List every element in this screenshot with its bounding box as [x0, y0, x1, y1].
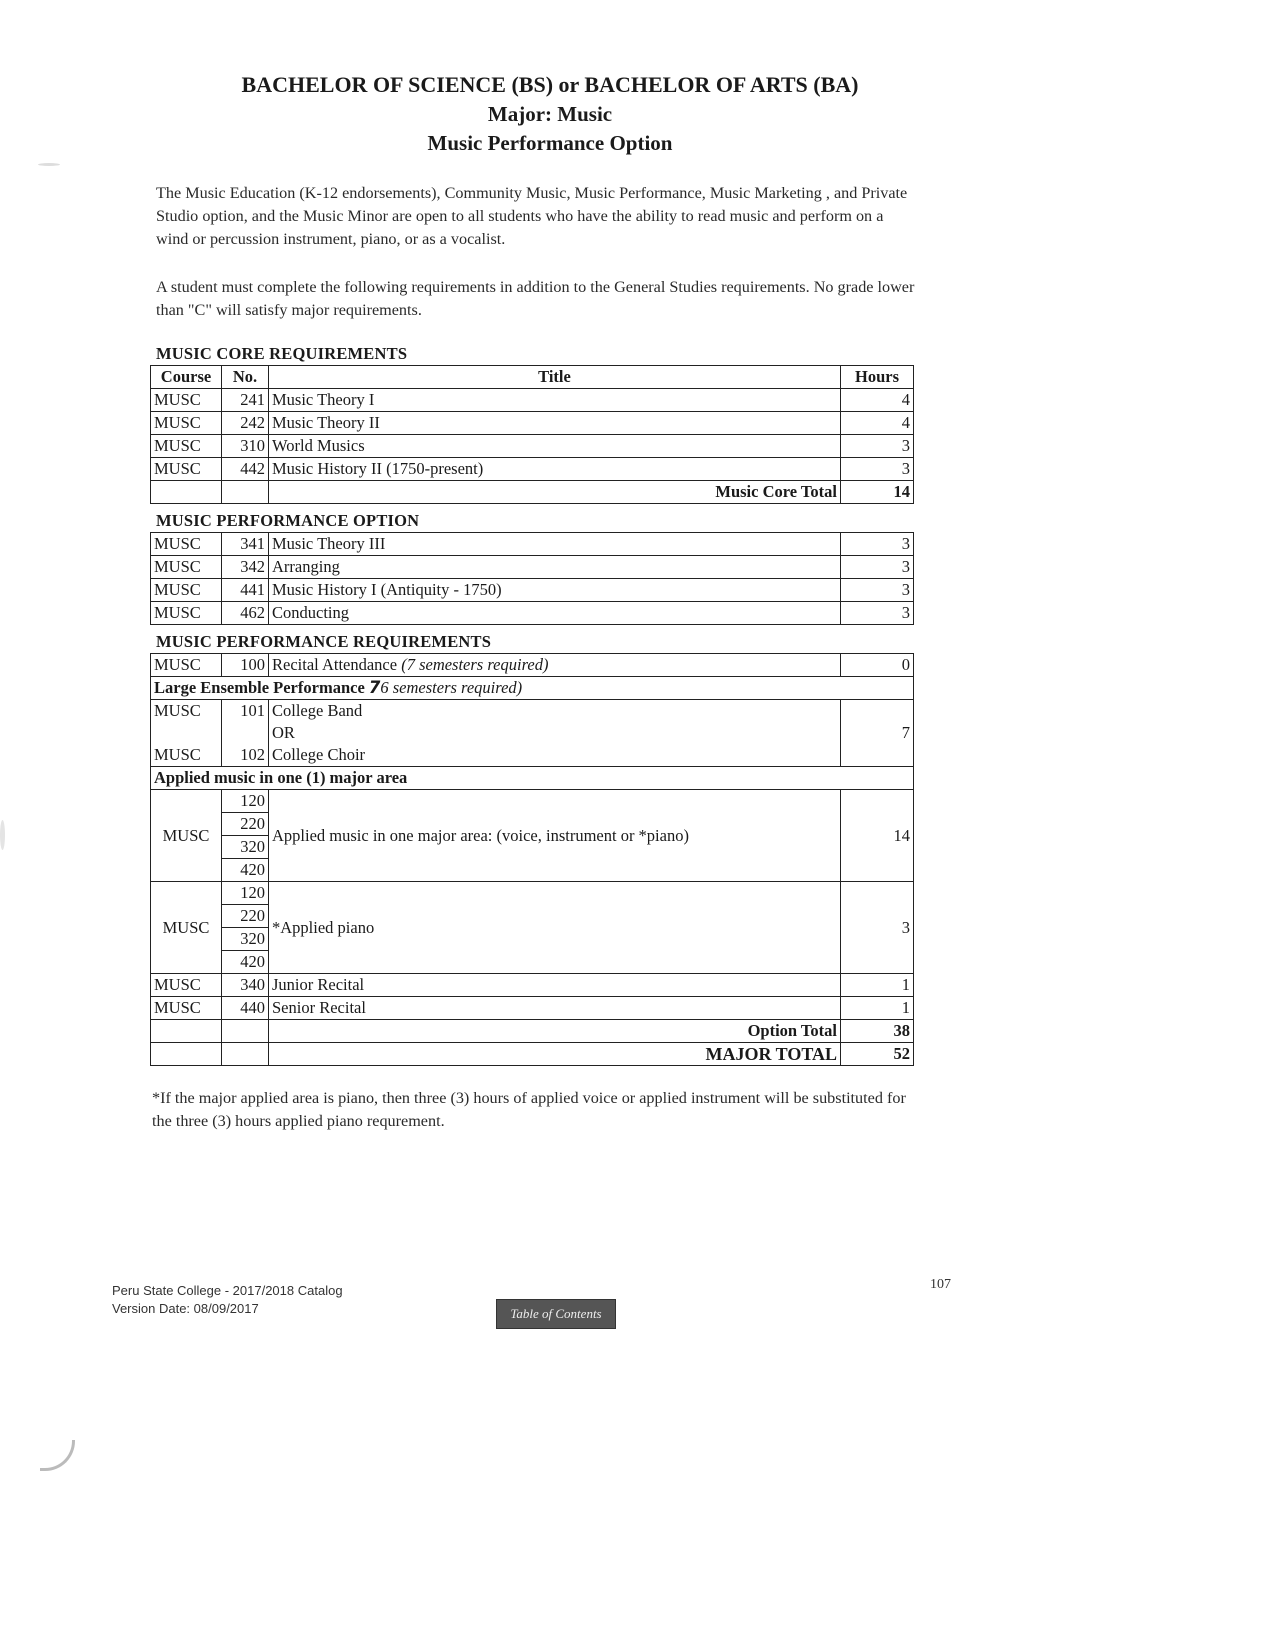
course-cell: MUSC: [151, 997, 222, 1020]
applied-heading: Applied music in one (1) major area: [151, 767, 914, 790]
header-no: No.: [222, 366, 269, 389]
option-section-title: MUSIC PERFORMANCE OPTION: [156, 511, 420, 530]
table-row: [151, 654, 914, 677]
number-cell: 102: [222, 744, 269, 767]
number-cell: 442: [222, 458, 269, 481]
scan-mark: [38, 163, 60, 166]
hours-cell: 14: [841, 790, 914, 882]
title-cell: [269, 654, 841, 677]
title-cell: *Applied piano: [269, 882, 841, 974]
empty-cell: [222, 481, 269, 504]
course-cell: MUSC: [151, 974, 222, 997]
number-cell: 320: [222, 928, 269, 951]
course-cell: MUSC: [151, 579, 222, 602]
table-row: [151, 882, 914, 905]
empty-cell: [222, 722, 269, 744]
course-cell: MUSC: [151, 654, 222, 677]
number-cell: 340: [222, 974, 269, 997]
ensemble-heading-note: 6 semesters required): [380, 678, 523, 697]
title-cell: Music Theory I: [269, 389, 841, 412]
table-row: [151, 435, 914, 458]
empty-cell: [151, 481, 222, 504]
table-row: [151, 556, 914, 579]
title-cell: Arranging: [269, 556, 841, 579]
page-title: BACHELOR OF SCIENCE (BS) or BACHELOR OF ARTS (BA): [241, 72, 859, 97]
table-row: [151, 700, 914, 723]
course-cell: MUSC: [151, 790, 222, 882]
or-text: OR: [269, 722, 841, 744]
table-row: [151, 458, 914, 481]
number-cell: 100: [222, 654, 269, 677]
core-total-value: 14: [841, 481, 914, 504]
hours-cell: 3: [841, 579, 914, 602]
course-cell: MUSC: [151, 412, 222, 435]
course-cell: MUSC: [151, 458, 222, 481]
intro-paragraph: The Music Education (K-12 endorsements), Community Music, Music Performance, Music Marketing , and Private Studio option, and the Music Minor are open to all students who have the ability to read music and perform on a wind or percussion instrument, piano, or as a vocalist.: [156, 184, 908, 248]
hours-cell: 4: [841, 412, 914, 435]
number-cell: 420: [222, 859, 269, 882]
hours-cell: 3: [841, 435, 914, 458]
handwritten-correction: 7: [368, 678, 381, 697]
hours-cell: 3: [841, 602, 914, 625]
number-cell: 462: [222, 602, 269, 625]
page-number: 107: [930, 1277, 951, 1292]
course-cell: MUSC: [151, 602, 222, 625]
major-total-value: 52: [841, 1043, 914, 1066]
table-row: [151, 722, 914, 744]
header-title: Title: [269, 366, 841, 389]
option-title: Music Performance Option: [427, 131, 673, 155]
piano-footnote: *If the major applied area is piano, then three (3) hours of applied voice or applied instrument will be substituted for the three (3) hours applied piano requrement.: [152, 1089, 906, 1130]
hours-cell: 3: [841, 556, 914, 579]
course-cell: MUSC: [151, 556, 222, 579]
core-total-row: [151, 481, 914, 504]
table-of-contents-button[interactable]: Table of Contents: [496, 1299, 616, 1329]
option-table: [150, 532, 914, 625]
table-row: [151, 412, 914, 435]
number-cell: 220: [222, 813, 269, 836]
table-row: [151, 533, 914, 556]
empty-cell: [151, 1043, 222, 1066]
table-row: [151, 790, 914, 813]
course-cell: MUSC: [151, 389, 222, 412]
title-note: (7 semesters required): [401, 655, 549, 674]
core-section-title: MUSIC CORE REQUIREMENTS: [156, 344, 408, 363]
number-cell: 242: [222, 412, 269, 435]
performance-table: [150, 653, 914, 1066]
number-cell: 440: [222, 997, 269, 1020]
number-cell: 120: [222, 882, 269, 905]
number-cell: 120: [222, 790, 269, 813]
empty-cell: [151, 1020, 222, 1043]
course-cell: MUSC: [151, 435, 222, 458]
hours-cell: 3: [841, 882, 914, 974]
empty-cell: [222, 1043, 269, 1066]
header-course: Course: [151, 366, 222, 389]
ensemble-heading: [151, 677, 914, 700]
title-cell: Applied music in one major area: (voice, instrument or *piano): [269, 790, 841, 882]
table-row: [151, 997, 914, 1020]
catalog-footer: [112, 1282, 343, 1318]
option-total-row: [151, 1020, 914, 1043]
title-cell: Senior Recital: [269, 997, 841, 1020]
title-cell: Junior Recital: [269, 974, 841, 997]
applied-heading-row: [151, 767, 914, 790]
number-cell: 341: [222, 533, 269, 556]
perf-section-title: MUSIC PERFORMANCE REQUIREMENTS: [156, 632, 492, 651]
header-hours: Hours: [841, 366, 914, 389]
title-text: Recital Attendance: [272, 655, 402, 674]
table-header-row: [151, 366, 914, 389]
catalog-name: Peru State College - 2017/2018 Catalog: [112, 1283, 343, 1298]
core-table: [150, 365, 914, 504]
option-total-value: 38: [841, 1020, 914, 1043]
course-cell: MUSC: [151, 882, 222, 974]
number-cell: 342: [222, 556, 269, 579]
number-cell: 420: [222, 951, 269, 974]
title-cell: College Choir: [269, 744, 841, 767]
hours-cell: 0: [841, 654, 914, 677]
major-total-row: [151, 1043, 914, 1066]
course-cell: MUSC: [151, 700, 222, 723]
number-cell: 220: [222, 905, 269, 928]
major-total-label: MAJOR TOTAL: [269, 1043, 841, 1066]
hours-cell: 1: [841, 974, 914, 997]
empty-cell: [151, 722, 222, 744]
title-cell: Music Theory II: [269, 412, 841, 435]
hours-cell: 3: [841, 458, 914, 481]
hours-cell: 1: [841, 997, 914, 1020]
hours-cell: 4: [841, 389, 914, 412]
course-cell: MUSC: [151, 533, 222, 556]
number-cell: 320: [222, 836, 269, 859]
version-date: Version Date: 08/09/2017: [112, 1301, 259, 1316]
hours-cell: 3: [841, 533, 914, 556]
ensemble-heading-text: Large Ensemble Performance: [154, 678, 369, 697]
title-cell: Music History II (1750-present): [269, 458, 841, 481]
number-cell: 241: [222, 389, 269, 412]
number-cell: 441: [222, 579, 269, 602]
scan-mark: [0, 820, 5, 850]
number-cell: 310: [222, 435, 269, 458]
number-cell: 101: [222, 700, 269, 723]
ensemble-heading-row: [151, 677, 914, 700]
title-cell: Music History I (Antiquity - 1750): [269, 579, 841, 602]
major-title: Major: Music: [487, 102, 613, 126]
title-cell: World Musics: [269, 435, 841, 458]
table-row: [151, 744, 914, 767]
empty-cell: [222, 1020, 269, 1043]
core-total-label: Music Core Total: [269, 481, 841, 504]
table-row: [151, 602, 914, 625]
title-cell: Music Theory III: [269, 533, 841, 556]
table-row: [151, 389, 914, 412]
table-row: [151, 974, 914, 997]
hours-cell: 7: [841, 700, 914, 767]
scan-mark: [40, 1440, 75, 1471]
table-row: [151, 579, 914, 602]
requirements-paragraph: A student must complete the following requirements in addition to the General Studies requirements. No grade lower than "C" will satisfy major requirements.: [156, 278, 915, 319]
title-cell: Conducting: [269, 602, 841, 625]
title-cell: College Band: [269, 700, 841, 723]
course-cell: MUSC: [151, 744, 222, 767]
option-total-label: Option Total: [269, 1020, 841, 1043]
